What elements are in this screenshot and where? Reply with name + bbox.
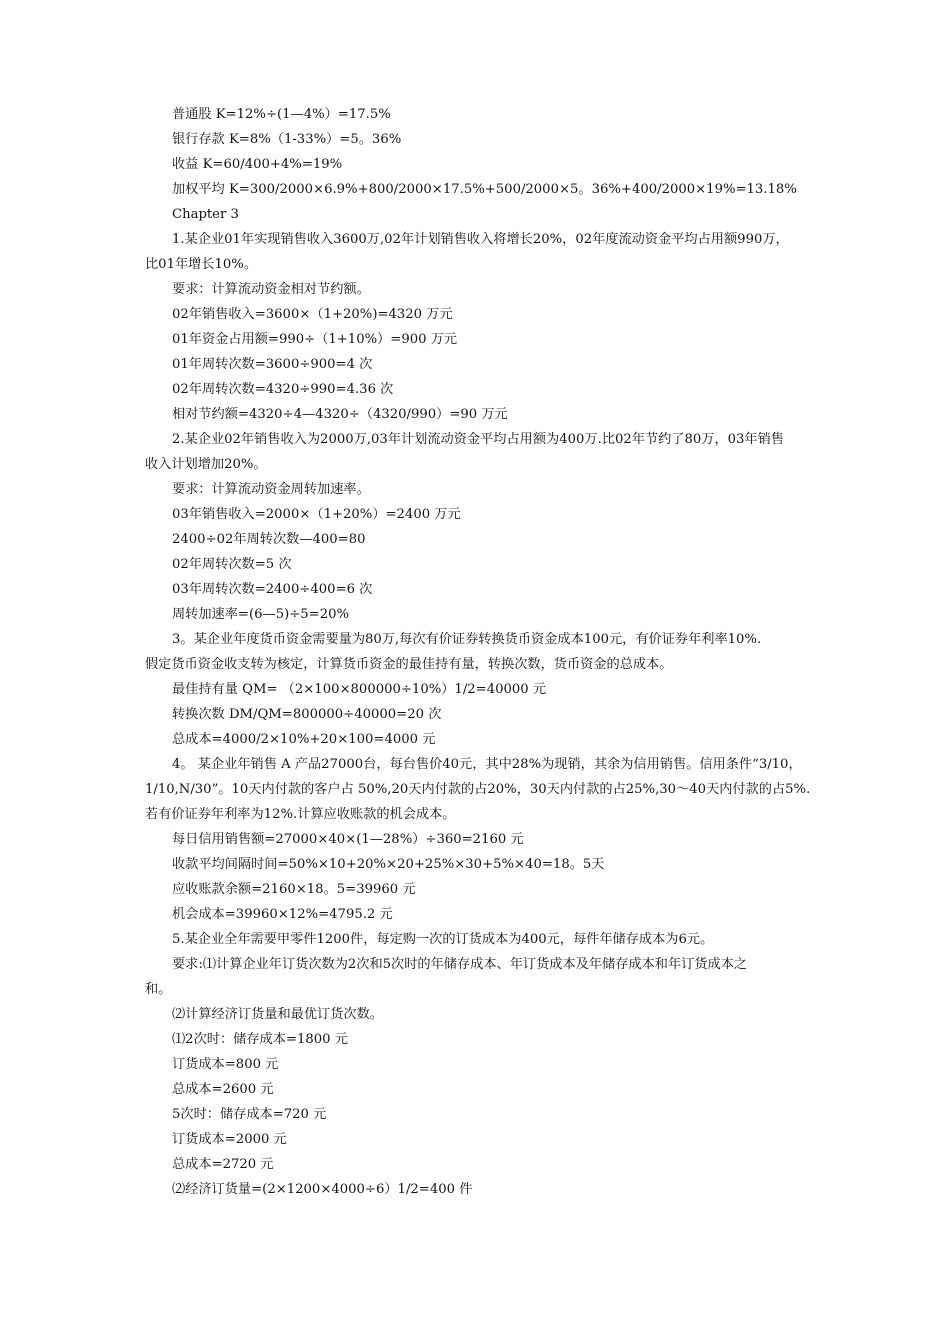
text-line: 假定货币资金收支转为核定，计算货币资金的最佳持有量，转换次数，货币资金的总成本。 [145,657,673,672]
text-line: 1/10,N/30”。10天内付款的客户占 50%,20天内付款的占20%，30天内付款的占25%,30～40天内付款的占5%. [145,782,811,797]
text-line: 01年周转次数=3600÷900=4 次 [172,357,373,372]
text-line: 02年销售收入=3600×（1+20%)=4320 万元 [172,307,453,322]
text-line: 相对节约额=4320÷4—4320÷（4320/990）=90 万元 [172,407,508,422]
text-line: 03年销售收入=2000×（1+20%）=2400 万元 [172,507,461,522]
text-line: 应收账款余额=2160×18。5=39960 元 [172,882,416,897]
text-line: 周转加速率=(6—5)÷5=20% [172,607,350,622]
text-line: 01年资金占用额=990÷（1+10%）=900 万元 [172,332,458,347]
text-line: 加权平均 K=300/2000×6.9%+800/2000×17.5%+500/2000×5。36%+400/2000×19%=13.18% [172,182,797,197]
chapter-heading: Chapter 3 [172,207,239,222]
text-line: 2400÷02年周转次数—400=80 [172,532,366,547]
text-line: 订货成本=2000 元 [172,1132,287,1147]
text-line: 02年周转次数=5 次 [172,557,292,572]
text-line: 机会成本=39960×12%=4795.2 元 [172,907,393,922]
text-line: ⑴2次时：储存成本=1800 元 [172,1032,348,1047]
text-line: 收入计划增加20%。 [145,457,267,472]
text-line: 比01年增长10%。 [145,257,258,272]
text-line: 总成本=2720 元 [172,1157,274,1172]
text-line: 03年周转次数=2400÷400=6 次 [172,582,373,597]
text-line: 02年周转次数=4320÷990=4.36 次 [172,382,394,397]
text-line: 收款平均间隔时间=50%×10+20%×20+25%×30+5%×40=18。5天 [172,857,605,872]
text-line: 银行存款 K=8%（1-33%）=5。36% [172,132,402,147]
text-line: ⑵计算经济订货量和最优订货次数。 [172,1007,383,1022]
text-line: 若有价证券年利率为12%.计算应收账款的机会成本。 [145,807,456,822]
text-line: 3。某企业年度货币资金需要量为80万,每次有价证券转换货币资金成本100元，有价证券年利率10%. [172,632,762,647]
text-line: 5次时：储存成本=720 元 [172,1107,327,1122]
text-line: 最佳持有量 QM= （2×100×800000÷10%）1/2=40000 元 [172,682,547,697]
text-line: 转换次数 DM/QM=800000÷40000=20 次 [172,707,442,722]
text-line: 5.某企业全年需要甲零件1200件，每定购一次的订货成本为400元，每件年储存成本为6元。 [172,932,714,947]
text-line: 总成本=2600 元 [172,1082,274,1097]
text-line: 2.某企业02年销售收入为2000万,03年计划流动资金平均占用额为400万.比02年节约了80万，03年销售 [172,432,784,447]
text-line: 要求：计算流动资金相对节约额。 [172,282,370,297]
text-line: ⑵经济订货量=(2×1200×4000÷6）1/2=400 件 [172,1182,473,1197]
text-line: 普通股 K=12%÷(1—4%）=17.5% [172,107,391,122]
text-line: 和。 [145,982,172,997]
text-line: 4。 某企业年销售 A 产品27000台，每台售价40元，其中28%为现销，其余为信用销售。信用条件“3/10， [172,757,802,772]
text-line: 订货成本=800 元 [172,1057,279,1072]
text-line: 要求:⑴计算企业年订货次数为2次和5次时的年储存成本、年订货成本及年储存成本和年订货成本之 [172,957,748,972]
text-line: 每日信用销售额=27000×40×(1—28%）÷360=2160 元 [172,832,524,847]
text-line: 总成本=4000/2×10%+20×100=4000 元 [172,732,436,747]
text-line: 1.某企业01年实现销售收入3600万,02年计划销售收入将增长20%，02年度流动资金平均占用额990万， [172,232,789,247]
text-line: 要求：计算流动资金周转加速率。 [172,482,370,497]
text-line: 收益 K=60/400+4%=19% [172,157,343,172]
